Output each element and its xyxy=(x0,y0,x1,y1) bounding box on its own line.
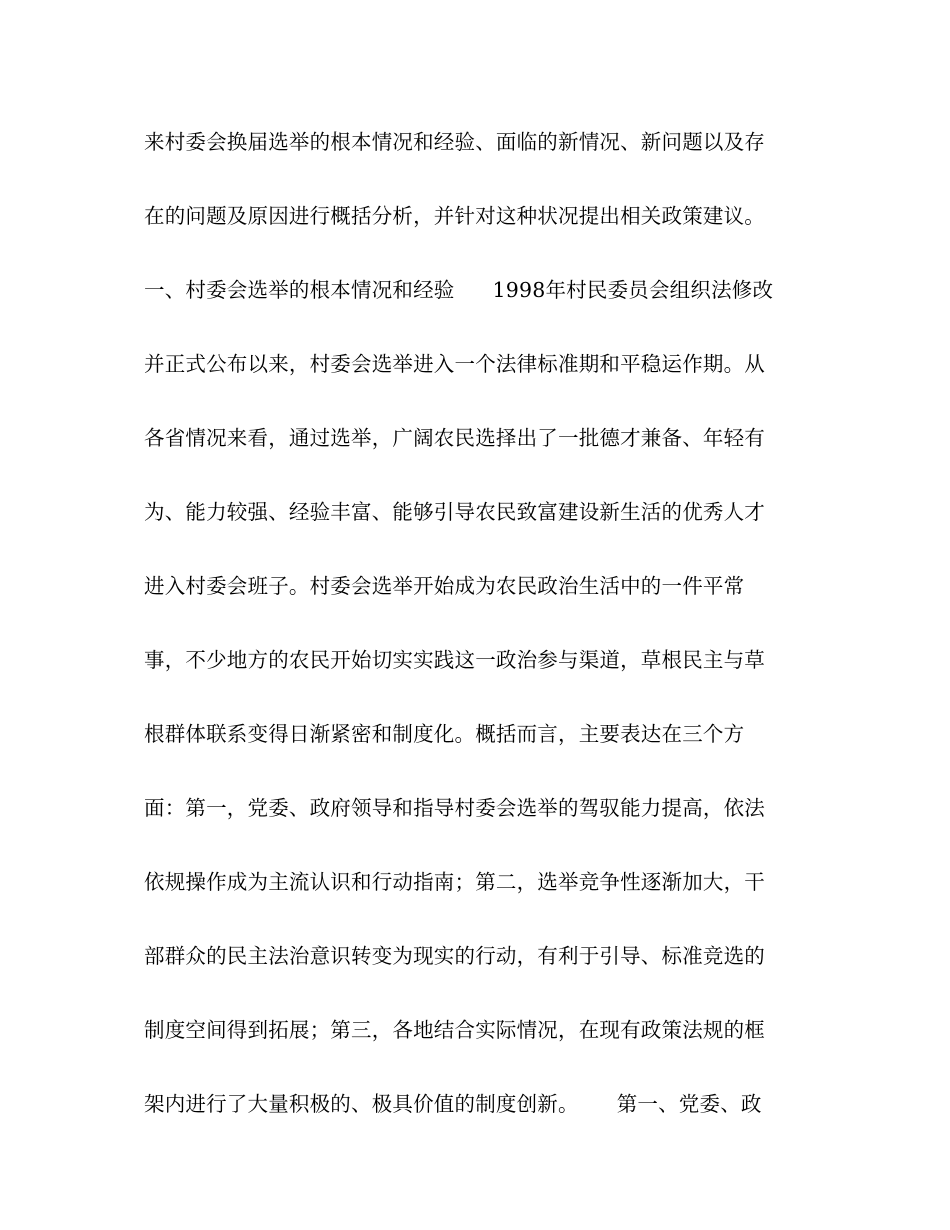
text-line-4: 并正式公布以来，村委会选举进入一个法律标准期和平稳运作期。从 xyxy=(144,352,765,376)
text-line-14 xyxy=(144,1090,824,1118)
text-line-3 xyxy=(144,276,824,304)
text-line-5: 各省情况来看，通过选举，广阔农民选择出了一批德才兼备、年轻有 xyxy=(144,426,765,450)
section-text-start: 1998年村民委员会组织法修改 xyxy=(492,278,774,302)
text-line-10: 面：第一，党委、政府领导和指导村委会选举的驾驭能力提高，依法 xyxy=(144,796,765,820)
text-line-11: 依规操作成为主流认识和行动指南；第二，选举竞争性逐渐加大，干 xyxy=(144,870,765,894)
text-line-13: 制度空间得到拓展；第三，各地结合实际情况，在现有政策法规的框 xyxy=(144,1018,765,1042)
text-line-7: 进入村委会班子。村委会选举开始成为农民政治生活中的一件平常 xyxy=(144,574,745,598)
next-paragraph-start: 第一、党委、政 xyxy=(616,1092,762,1116)
text-line-2: 在的问题及原因进行概括分析，并针对这种状况提出相关政策建议。 xyxy=(144,204,765,228)
paragraph-end: 架内进行了大量积极的、极具价值的制度创新。 xyxy=(144,1092,579,1116)
section-heading: 一、村委会选举的根本情况和经验 xyxy=(144,278,455,302)
text-line-6: 为、能力较强、经验丰富、能够引导农民致富建设新生活的优秀人才 xyxy=(144,500,765,524)
text-line-1: 来村委会换届选举的根本情况和经验、面临的新情况、新问题以及存 xyxy=(144,130,765,154)
text-line-12: 部群众的民主法治意识转变为现实的行动，有利于引导、标准竞选的 xyxy=(144,944,765,968)
text-line-8: 事，不少地方的农民开始切实实践这一政治参与渠道，草根民主与草 xyxy=(144,648,765,672)
text-line-9: 根群体联系变得日渐紧密和制度化。概括而言，主要表达在三个方 xyxy=(144,722,745,746)
